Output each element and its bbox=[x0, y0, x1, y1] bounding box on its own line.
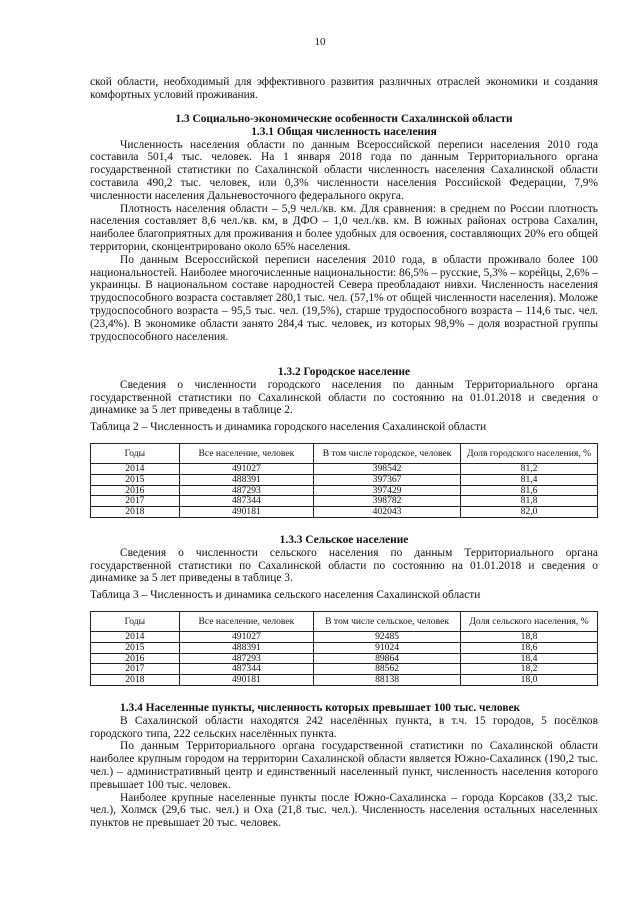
table-2 bbox=[90, 443, 598, 518]
section-1-3 bbox=[90, 113, 598, 343]
table-row bbox=[91, 664, 598, 675]
table-cell: 2017 bbox=[91, 664, 180, 675]
table-cell: 490181 bbox=[179, 507, 313, 518]
column-header: Годы bbox=[91, 444, 180, 464]
table-cell: 491027 bbox=[179, 464, 313, 475]
column-header: В том числе сельское, человек bbox=[314, 612, 461, 632]
table-cell: 89864 bbox=[314, 653, 461, 664]
table-row bbox=[91, 653, 598, 664]
table-cell: 398542 bbox=[314, 464, 461, 475]
paragraph: Плотность населения области – 5,9 чел./кв. км. Для сравнения: в среднем по России плотность населения составляет 8,6 чел./кв. км, в ДФО – 1,0 чел./кв. км. В южных районах острова Сахалин, наиболее благоприятных для проживания и более удобных для освоения, составляющих 20% его общей территории, сконцентрировано около 65% населения. bbox=[90, 202, 598, 253]
table-cell: 18,2 bbox=[461, 664, 598, 675]
table-cell: 487293 bbox=[179, 653, 313, 664]
intro-paragraph: ской области, необходимый для эффективного развития различных отраслей экономики и создания комфортных условий проживания. bbox=[90, 76, 598, 101]
table-row bbox=[91, 632, 598, 643]
column-header: В том числе городское, человек bbox=[314, 444, 461, 464]
table-cell: 81,2 bbox=[461, 464, 598, 475]
table-cell: 487344 bbox=[179, 664, 313, 675]
table-cell: 2014 bbox=[91, 632, 180, 643]
subsection-1-3-1-title: 1.3.1 Общая численность населения bbox=[251, 125, 437, 138]
subsection-1-3-3-title: 1.3.3 Сельское население bbox=[279, 534, 409, 546]
table-cell: 81,8 bbox=[461, 496, 598, 507]
table-cell: 397367 bbox=[314, 474, 461, 485]
subsection-1-3-2 bbox=[90, 366, 598, 434]
table-cell: 490181 bbox=[179, 675, 313, 686]
table-row bbox=[91, 474, 598, 485]
column-header: Доля городского населения, % bbox=[461, 444, 598, 464]
column-header: Доля сельского населения, % bbox=[461, 612, 598, 632]
table-cell: 18,0 bbox=[461, 675, 598, 686]
column-header: Все население, человек bbox=[179, 612, 313, 632]
paragraph: Сведения о численности сельского населения по данным Территориального органа государственной статистики по Сахалинской области по состоянию на 01.01.2018 и сведения о динамике за 5 лет приведены в таблице 3. bbox=[90, 546, 598, 585]
table-cell: 398782 bbox=[314, 496, 461, 507]
subsection-1-3-3 bbox=[90, 534, 598, 602]
table-cell: 487344 bbox=[179, 496, 313, 507]
table-row bbox=[91, 642, 598, 653]
subsection-1-3-4 bbox=[90, 702, 598, 830]
table-3 bbox=[90, 611, 598, 686]
table-row bbox=[91, 507, 598, 518]
table-cell: 18,4 bbox=[461, 653, 598, 664]
subsection-1-3-2-title: 1.3.2 Городское население bbox=[277, 366, 411, 378]
table-cell: 88562 bbox=[314, 664, 461, 675]
table-cell: 487293 bbox=[179, 485, 313, 496]
column-header: Годы bbox=[91, 612, 180, 632]
subsection-1-3-4-title: 1.3.4 Населенные пункты, численность которых превышает 100 тыс. человек bbox=[120, 702, 521, 714]
table-row bbox=[91, 485, 598, 496]
page-number: 10 bbox=[314, 36, 326, 48]
table-cell: 402043 bbox=[314, 507, 461, 518]
table-header-row bbox=[91, 444, 598, 464]
paragraph: По данным Территориального органа государственной статистики по Сахалинской области наиболее крупным городом на территории Сахалинской области является Южно-Сахалинск (190,2 тыс. чел.) – административный центр и единственный населенный пункт, численность населения которого превышает 100 тыс. человек. bbox=[90, 740, 598, 791]
paragraph: Численность населения области по данным Всероссийской переписи населения 2010 года составила 501,4 тыс. человек. На 1 января 2018 года по данным Территориального органа государственной статистики по Сахалинской области численность населения Сахалинской области составила 490,2 тыс. человек, или 0,3% численности населения Российской Федерации, 7,9% численности населения Дальневосточного федерального округа. bbox=[90, 138, 598, 202]
table-cell: 2015 bbox=[91, 642, 180, 653]
table-2-wrapper bbox=[90, 443, 598, 518]
section-title: 1.3 Социально-экономические особенности Сахалинской области bbox=[175, 113, 513, 125]
table-cell: 2016 bbox=[91, 485, 180, 496]
paragraph: По данным Всероссийской переписи населения 2010 года, в области проживало более 100 национальностей. Наиболее многочисленные национальности: 86,5% – русские, 5,3% – корейцы, 2,6% – украинцы. В национальном составе народностей Севера преобладают нивхи. Численность населения трудоспособного возраста составляет 280,1 тыс. чел. (57,1% от общей численности населения). Моложе трудоспособного возраста – 95,5 тыс. чел. (19,5%), старше трудоспособного возраста – 114,6 тыс. чел. (23,4%). В экономике области занято 284,4 тыс. человек, из которых 98,9% – доля возрастной группы трудоспособного населения. bbox=[90, 253, 598, 343]
intro-block bbox=[90, 76, 598, 102]
table-row bbox=[91, 496, 598, 507]
table-cell: 488391 bbox=[179, 474, 313, 485]
table-cell: 91024 bbox=[314, 642, 461, 653]
table-cell: 2018 bbox=[91, 507, 180, 518]
paragraph: Сведения о численности городского населения по данным Территориального органа государственной статистики по Сахалинской области по состоянию на 01.01.2018 и сведения о динамике за 5 лет приведены в таблице 2. bbox=[90, 378, 598, 417]
table-cell: 88138 bbox=[314, 675, 461, 686]
table-cell: 81,6 bbox=[461, 485, 598, 496]
table-row bbox=[91, 464, 598, 475]
paragraph: В Сахалинской области находятся 242 населённых пункта, в т.ч. 15 городов, 5 посёлков городского типа, 222 сельских населённых пункта. bbox=[90, 714, 598, 740]
table-cell: 18,8 bbox=[461, 632, 598, 643]
table-cell: 18,6 bbox=[461, 642, 598, 653]
table-3-caption: Таблица 3 – Численность и динамика сельского населения Сахалинской области bbox=[90, 589, 481, 602]
column-header: Все население, человек bbox=[179, 444, 313, 464]
table-cell: 2018 bbox=[91, 675, 180, 686]
table-cell: 92485 bbox=[314, 632, 461, 643]
table-3-wrapper bbox=[90, 611, 598, 686]
table-cell: 2016 bbox=[91, 653, 180, 664]
table-cell: 82,0 bbox=[461, 507, 598, 518]
table-cell: 488391 bbox=[179, 642, 313, 653]
paragraph: Наиболее крупные населенные пункты после Южно-Сахалинска – города Корсаков (33,2 тыс. чел.), Холмск (29,6 тыс. чел.) и Оха (21,8 тыс. чел.). Численность населения остальных населенных пунктов не превышает 20 тыс. человек. bbox=[90, 791, 598, 830]
table-cell: 397429 bbox=[314, 485, 461, 496]
table-cell: 81,4 bbox=[461, 474, 598, 485]
table-header-row bbox=[91, 612, 598, 632]
table-cell: 2014 bbox=[91, 464, 180, 475]
table-cell: 2017 bbox=[91, 496, 180, 507]
table-row bbox=[91, 675, 598, 686]
table-cell: 491027 bbox=[179, 632, 313, 643]
table-2-caption: Таблица 2 – Численность и динамика городского населения Сахалинской области bbox=[90, 421, 487, 434]
table-cell: 2015 bbox=[91, 474, 180, 485]
